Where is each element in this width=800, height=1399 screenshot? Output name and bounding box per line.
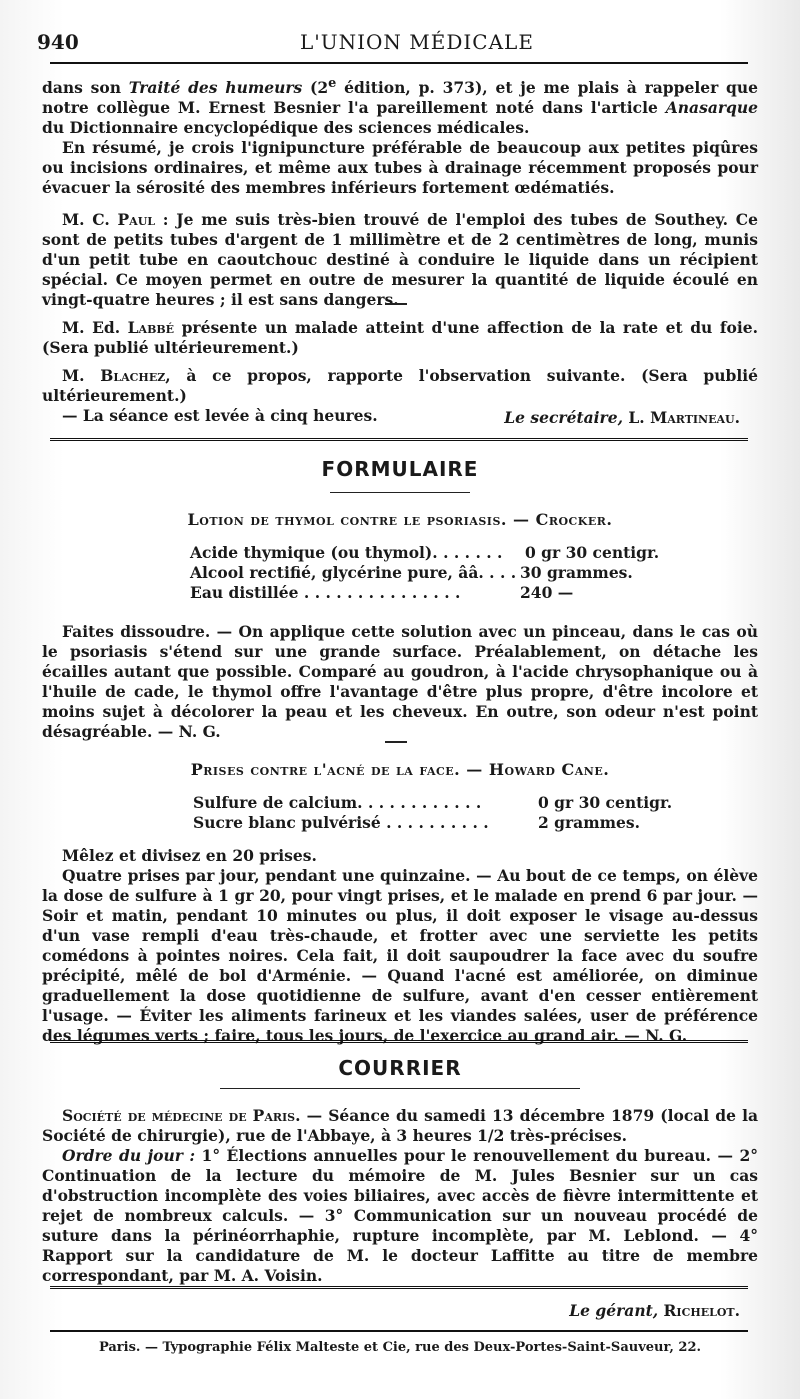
speaker-name: Labbé bbox=[127, 318, 175, 337]
lotion-instructions: Faites dissoudre. — On applique cette solution avec un pinceau, dans le cas où le psoriasis s'étend sur une grande surface. Préalablement, on détache les écailles autant que possible. Comparé au goudron, à l'acide chrysophanique ou à l'huile de cade, le thymol offre l'avantage d'être plus propre, d'être incolore et moins sujet à décolorer la peau et les cheveux. En outre, son odeur n'est point désagréable. — N. G. bbox=[42, 622, 758, 741]
speaker-name: M. C. Paul bbox=[62, 210, 156, 229]
ingredient-quantity: 240 — bbox=[520, 583, 574, 602]
printer-footer: Paris. — Typographie Félix Malteste et Cie, rue des Deux-Portes-Saint-Sauveur, 22. bbox=[98, 1340, 702, 1355]
ingredient-quantity: 30 grammes. bbox=[520, 563, 633, 582]
lotion-recipe bbox=[190, 543, 670, 603]
labbe-remark: M. Ed. Labbé présente un malade atteint d'une affection de la rate et du foie. (Sera publié ultérieurement.) bbox=[42, 318, 758, 357]
journal-title: L'UNION MÉDICALE bbox=[300, 30, 534, 54]
ingredient-quantity: 0 gr 30 centigr. bbox=[538, 793, 673, 812]
section-rule bbox=[50, 1286, 748, 1289]
lotion-title: Lotion de thymol contre le psoriasis. — Crocker. bbox=[187, 510, 613, 529]
courrier-heading: COURRIER bbox=[338, 1056, 462, 1080]
ingredient-row bbox=[193, 793, 673, 813]
prises-instructions: Quatre prises par jour, pendant une quinzaine. — Au bout de ce temps, on élève la dose de sulfure à 1 gr 20, pour vingt prises, et le malade en prend 6 par jour. — Soir et matin, pendant 10 minutes ou plus, il doit exposer le visage au-dessus d'un vase rempli d'eau très-chaude, et frotter avec une serviette les petits comédons à pointes noires. Cela fait, il doit saupoudrer la face avec du soufre précipité, mêlé de bol d'Arménie. — Quand l'acné est améliorée, on diminue graduellement la dose quotidienne de sulfure, avant d'en cesser entièrement l'usage. — Éviter les aliments farineux et les viandes salées, user de préférence des légumes verts ; faire, tous les jours, de l'exercice au grand air. — N. G. bbox=[42, 866, 758, 1045]
gerant-signature: Le gérant, Richelot. bbox=[569, 1301, 740, 1320]
ingredient-name: Eau distillée . . . . . . . . . . . . . . . bbox=[190, 583, 461, 602]
ingredient-name: Sulfure de calcium. . . . . . . . . . . . bbox=[193, 793, 482, 812]
ingredient-quantity: 2 grammes. bbox=[538, 813, 641, 832]
footer-rule bbox=[50, 1330, 748, 1332]
session-closing: — La séance est levée à cinq heures. bbox=[62, 406, 378, 425]
ingredient-name: Alcool rectifié, glycérine pure, ââ. . . . bbox=[190, 563, 517, 582]
heading-underline bbox=[330, 492, 470, 493]
speaker-name: Blachez bbox=[100, 366, 166, 385]
separator-dash bbox=[385, 741, 407, 743]
section-rule bbox=[50, 438, 748, 441]
prises-mix: Mêlez et divisez en 20 prises. bbox=[62, 846, 317, 865]
blachez-remark: M. Blachez, à ce propos, rapporte l'observation suivante. (Sera publié ultérieurement.) — La séance est levée à cinq heures. bbox=[42, 366, 758, 425]
continuation-paragraph: dans son Traité des humeurs (2e édition, p. 373), et je me plais à rappeler que notre collègue M. Ernest Besnier l'a pareillement noté dans l'article Anasarque du Dictionnaire encyclopédique des sciences médicales. bbox=[42, 76, 758, 138]
ingredient-name: Sucre blanc pulvérisé . . . . . . . . . . bbox=[193, 813, 489, 832]
ingredient-row bbox=[190, 563, 670, 583]
page-number: 940 bbox=[37, 30, 79, 54]
ingredient-row bbox=[193, 813, 673, 833]
order-label: Ordre du jour : bbox=[62, 1146, 196, 1165]
ingredient-row bbox=[190, 583, 670, 603]
ingredient-name: Acide thymique (ou thymol). . . . . . . bbox=[190, 543, 503, 562]
formulaire-heading: FORMULAIRE bbox=[321, 457, 479, 481]
prises-title: Prises contre l'acné de la face. — Howard Cane. bbox=[190, 760, 610, 779]
paul-remark: M. C. Paul : Je me suis très-bien trouvé de l'emploi des tubes de Southey. Ce sont de petits tubes d'argent de 1 millimètre et de 2 centimètres de long, munis d'un petit tube en caoutchouc destiné à conduire le liquide dans un récipient spécial. Ce moyen permet en outre de mesurer la quantité de liquide écoulé en vingt-quatre heures ; il est sans dangers. bbox=[42, 210, 758, 309]
society-name: Société de médecine de Paris. bbox=[62, 1106, 301, 1125]
secretary-signature: Le secrétaire, L. Martineau. bbox=[504, 408, 740, 427]
summary-paragraph: En résumé, je crois l'ignipuncture préférable de beaucoup aux petites piqûres ou incisions ordinaires, et même aux tubes à drainage récemment proposés pour évacuer la sérosité des membres inférieurs fortement œdématiés. bbox=[42, 138, 758, 198]
prises-recipe bbox=[193, 793, 673, 833]
continuation-text bbox=[42, 74, 758, 198]
ingredient-quantity: 0 gr 30 centigr. bbox=[525, 543, 660, 562]
courrier-text: Société de médecine de Paris. — Séance du samedi 13 décembre 1879 (local de la Société de chirurgie), rue de l'Abbaye, à 3 heures 1/2 très-précises. Ordre du jour : 1° Élections annuelles pour le renouvellement du bureau. — 2° Continuation de la lecture du mémoire de M. Jules Besnier sur un cas d'obstruction incomplète des voies biliaires, avec accès de fièvre intermittente et rejet de nombreux calculs. — 3° Communication sur un nouveau procédé de suture dans la périnéorrhaphie, rupture incomplète, par M. Leblond. — 4° Rapport sur la candidature de M. le docteur Laffitte au titre de membre correspondant, par M. A. Voisin. bbox=[42, 1106, 759, 1285]
separator-dash bbox=[385, 303, 407, 305]
section-rule bbox=[50, 1040, 748, 1043]
heading-underline bbox=[220, 1088, 580, 1089]
ingredient-row bbox=[190, 543, 670, 563]
header-rule bbox=[50, 62, 748, 64]
